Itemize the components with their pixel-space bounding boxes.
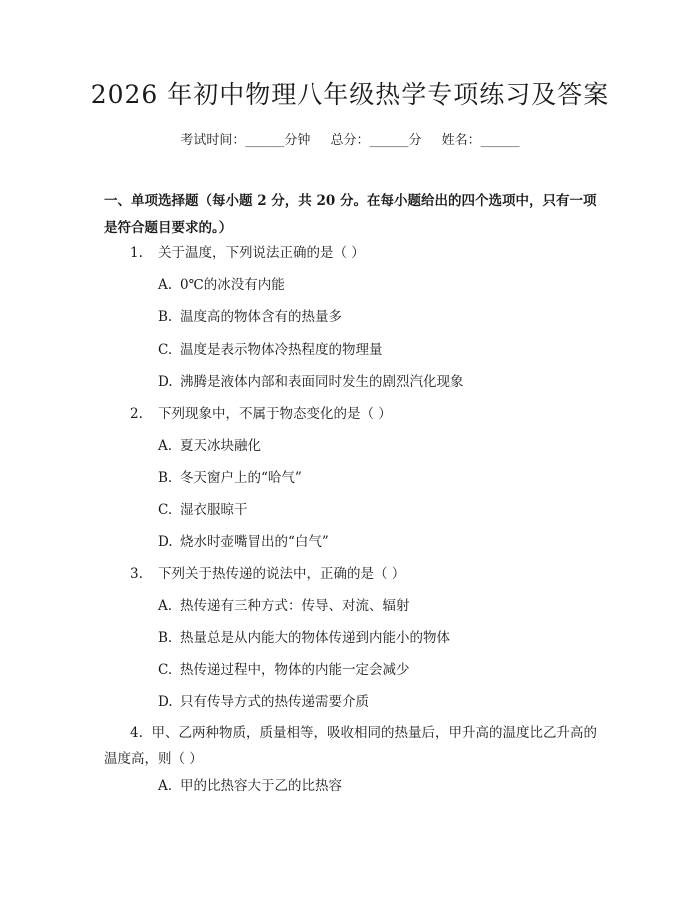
exam-name: 姓名：______	[441, 133, 520, 148]
question-number: 2.	[130, 406, 143, 422]
question-number: 3.	[130, 566, 143, 582]
option-1b: B. 温度高的物体含有的热量多	[158, 309, 342, 325]
question-4	[104, 720, 604, 772]
option-2b: B. 冬天窗户上的“哈气”	[158, 470, 302, 486]
page-title: 2026 年初中物理八年级热学专项练习及答案	[90, 80, 610, 109]
question-number: 1.	[130, 245, 143, 261]
question-3	[130, 564, 600, 584]
question-text: 下列现象中，不属于物态变化的是（ ）	[158, 406, 392, 422]
option-1c: C. 温度是表示物体冷热程度的物理量	[158, 342, 383, 358]
exam-meta	[0, 132, 700, 150]
option-4a: A. 甲的比热容大于乙的比热容	[158, 778, 342, 794]
option-2c: C. 湿衣服晾干	[158, 502, 248, 518]
question-2	[130, 404, 600, 424]
option-3d: D. 只有传导方式的热传递需要介质	[158, 694, 369, 710]
option-2d: D. 烧水时壶嘴冒出的“白气”	[158, 534, 329, 550]
question-1	[130, 243, 600, 263]
section-heading: 一、单项选择题（每小题 2 分，共 20 分。在每小题给出的四个选项中，只有一项是符合题目要求的。）	[104, 193, 597, 236]
option-1a: A. 0℃的冰没有内能	[158, 277, 285, 293]
question-number: 4.	[130, 725, 143, 741]
option-3b: B. 热量总是从内能大的物体传递到内能小的物体	[158, 630, 450, 646]
question-text: 甲、乙两种物质，质量相等，吸收相同的热量后，甲升高的温度比乙升高的温度高，则（ ）	[104, 725, 597, 767]
question-text: 下列关于热传递的说法中，正确的是（ ）	[158, 566, 406, 582]
option-2a: A. 夏天冰块融化	[158, 438, 261, 454]
option-3a: A. 热传递有三种方式：传导、对流、辐射	[158, 598, 410, 614]
exam-score: 总分：______分	[330, 133, 422, 148]
option-3c: C. 热传递过程中，物体的内能一定会减少	[158, 662, 410, 678]
question-text: 关于温度，下列说法正确的是（ ）	[158, 245, 365, 261]
exam-time: 考试时间：______分钟	[180, 133, 311, 148]
option-1d: D. 沸腾是液体内部和表面同时发生的剧烈汽化现象	[158, 374, 464, 390]
